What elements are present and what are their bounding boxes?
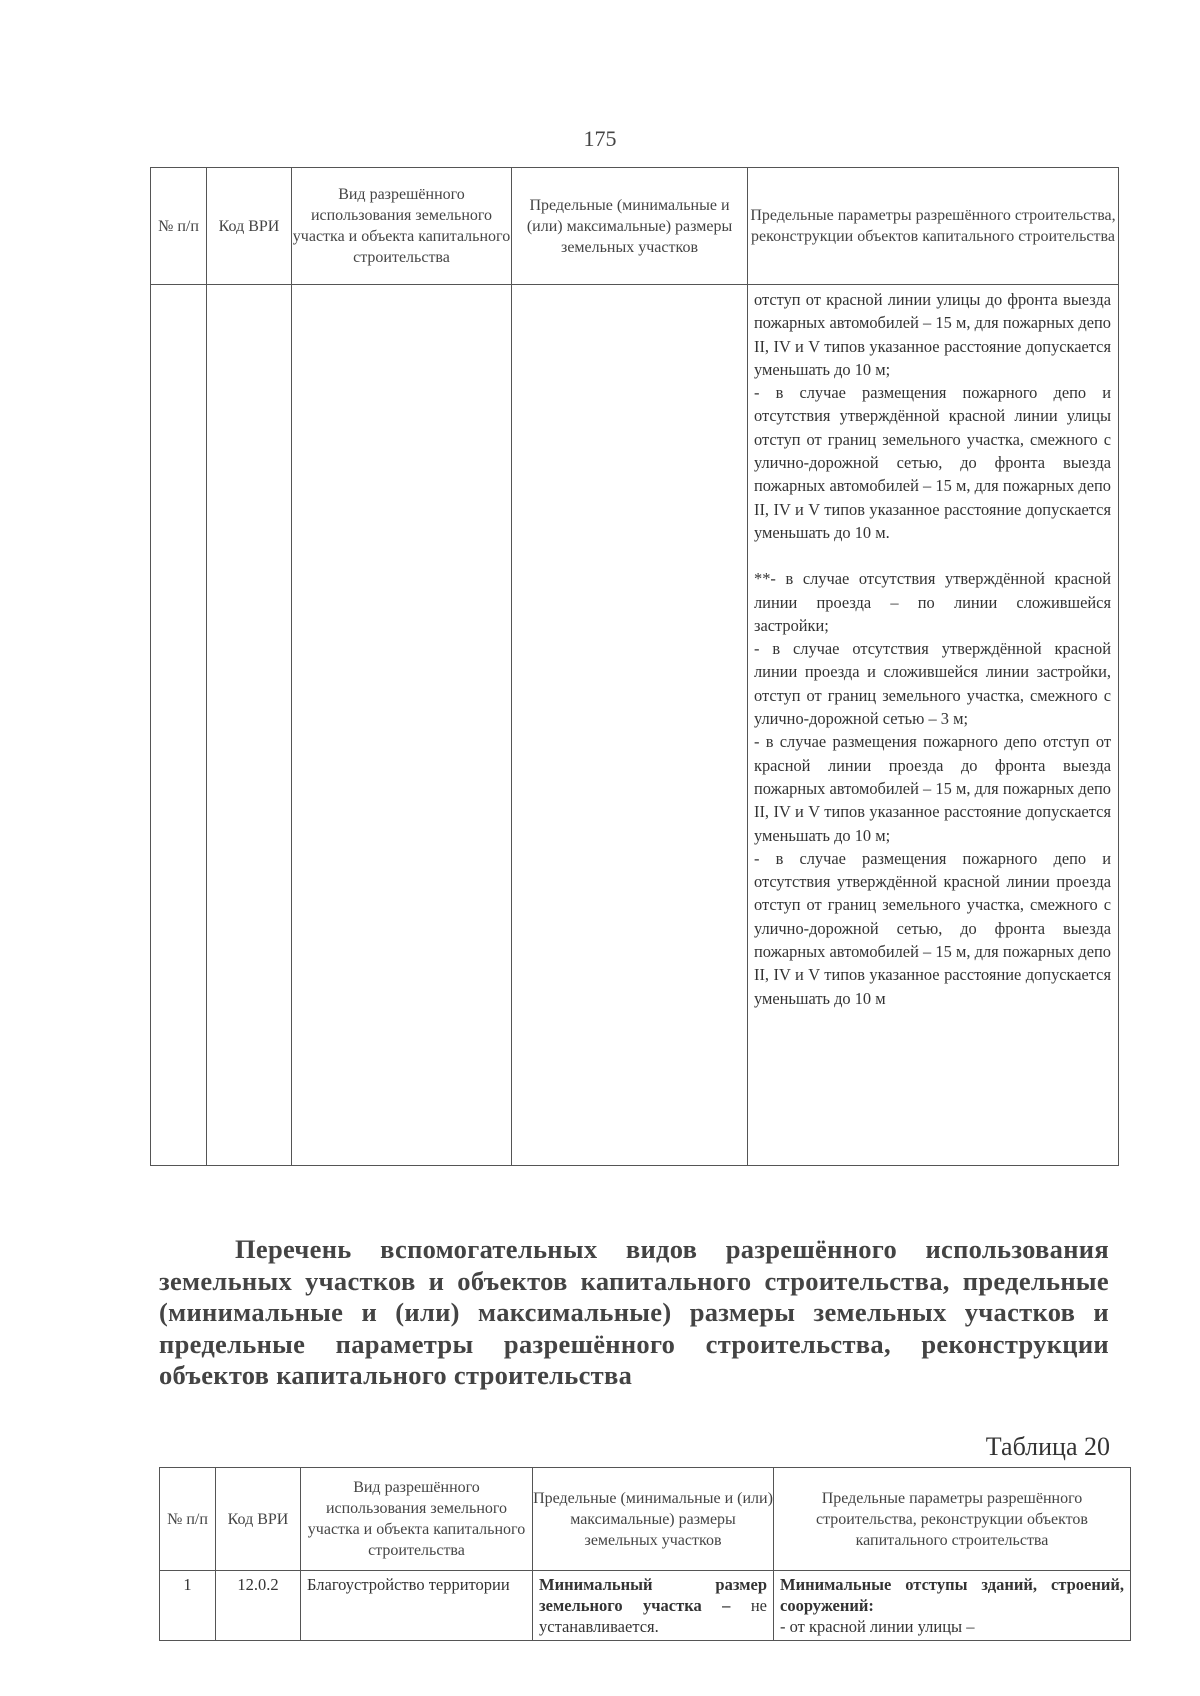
table-header-row [160, 1468, 1131, 1571]
header-use-type: Вид разрешённого использования земельного участка и объекта капитального строительства [292, 168, 512, 285]
table-header-row [151, 168, 1119, 285]
cell-params [748, 285, 1119, 1166]
cell-sizes [533, 1571, 774, 1641]
table-row [160, 1571, 1131, 1641]
header-params: Предельные параметры разрешённого строительства, реконструкции объектов капитального строительства [748, 168, 1119, 285]
cell-code [207, 285, 292, 1166]
header-code: Код ВРИ [216, 1468, 301, 1571]
params-paragraph: отступ от красной линии улицы до фронта выезда пожарных автомобилей – 15 м, для пожарных депо II, IV и V типов указанное расстояние допускается уменьшать до 10 м; [754, 290, 1111, 379]
sizes-text: не устанавливается. [539, 1596, 767, 1636]
params-paragraph: - в случае размещения пожарного депо и отсутствия утверждённой красной линии проезда отступ от границ земельного участка, смежного с улично-дорожной сетью, до фронта выезда пожарных автомобилей – 15 м, для пожарных депо II, IV и V типов указанное расстояние допускается уменьшать до 10 м [754, 848, 1111, 1008]
params-paragraph: - в случае размещения пожарного депо отступ от красной линии проезда до фронта выезда пожарных автомобилей – 15 м, для пожарных депо II, IV и V типов указанное расстояние допускается уменьшать до 10 м; [754, 732, 1111, 845]
auxiliary-uses-table [159, 1467, 1131, 1641]
header-code: Код ВРИ [207, 168, 292, 285]
cell-use-type: Благоустройство территории [301, 1571, 533, 1641]
page-number: 175 [583, 126, 617, 151]
cell-code: 12.0.2 [216, 1571, 301, 1641]
header-params: Предельные параметры разрешённого строительства, реконструкции объектов капитального строительства [774, 1468, 1131, 1571]
table-row [151, 285, 1119, 1166]
sizes-bold-text: Минимальный размер земельного участка – [539, 1575, 767, 1615]
cell-use-type [292, 285, 512, 1166]
cell-num [151, 285, 207, 1166]
header-sizes: Предельные (минимальные и (или) максимальные) размеры земельных участков [512, 168, 748, 285]
params-paragraph: - в случае отсутствия утверждённой красной линии проезда и сложившейся линии застройки, отступ от границ земельного участка, смежного с улично-дорожной сетью – 3 м; [754, 639, 1111, 729]
section-heading [159, 1234, 1109, 1392]
params-text: - от красной линии улицы – [780, 1617, 975, 1636]
header-sizes: Предельные (минимальные и (или) максимальные) размеры земельных участков [533, 1468, 774, 1571]
continued-table [150, 167, 1119, 1166]
header-num: № п/п [151, 168, 207, 285]
header-use-type: Вид разрешённого использования земельного участка и объекта капитального строительства [301, 1468, 533, 1571]
cell-params [774, 1571, 1131, 1641]
params-paragraph: - в случае размещения пожарного депо и отсутствия утверждённой красной линии улицы отступ от границ земельного участка, смежного с улично-дорожной сетью, до фронта выезда пожарных автомобилей – 15 м, для пожарных депо II, IV и V типов указанное расстояние допускается уменьшать до 10 м. [754, 383, 1111, 542]
params-paragraph: **- в случае отсутствия утверждённой красной линии проезда – по линии сложившейся застройки; [754, 569, 1111, 635]
section-heading-text: Перечень вспомогательных видов разрешённого использования земельных участков и объектов капитального строительства, предельные (минимальные и (или) максимальные) размеры земельных участков и предельные параметры разрешённого строительства, реконструкции объектов капитального строительства [159, 1234, 1109, 1390]
table-caption: Таблица 20 [985, 1432, 1110, 1461]
cell-num: 1 [160, 1571, 216, 1641]
cell-sizes [512, 285, 748, 1166]
header-num: № п/п [160, 1468, 216, 1571]
params-bold-text: Минимальные отступы зданий, строений, сооружений: [780, 1575, 1124, 1615]
